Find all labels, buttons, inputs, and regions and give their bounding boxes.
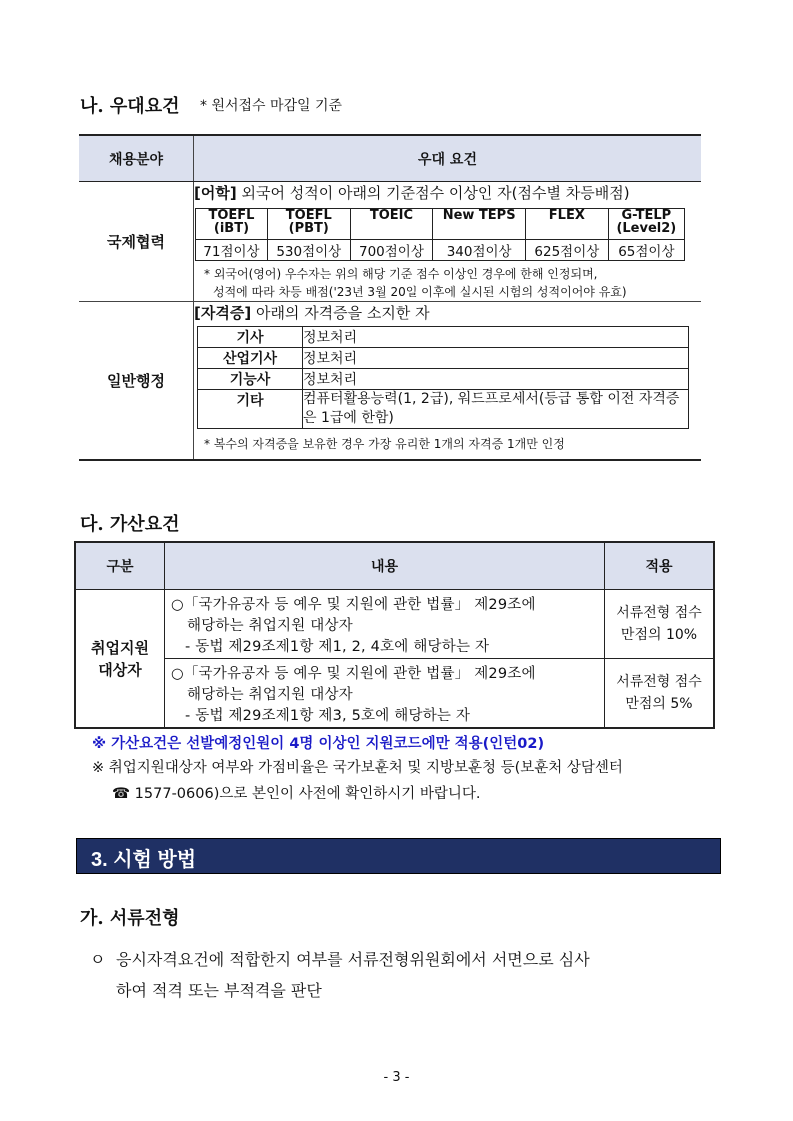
section-bar-exam-method xyxy=(76,838,721,874)
intl-footnote xyxy=(194,265,701,301)
test-name-text: TOEFL (iBT) xyxy=(208,208,255,236)
admin-tag: [자격증] xyxy=(194,304,252,322)
test-name: New TEPS xyxy=(433,209,526,240)
test-name-text: TOEFL (PBT) xyxy=(285,208,332,236)
test-score: 71점이상 xyxy=(196,240,268,261)
header-requirement: 우대 요건 xyxy=(194,135,702,182)
intl-tag: [어학] xyxy=(194,184,237,202)
header-field: 채용분야 xyxy=(79,135,194,182)
cert-kind: 기타 xyxy=(198,390,303,429)
language-score-table xyxy=(195,208,685,261)
header-category: 구분 xyxy=(75,542,165,590)
admin-desc: 아래의 자격증을 소지한 자 xyxy=(251,304,430,322)
extra-apply-line: 서류전형 점수 xyxy=(616,674,702,690)
extra-apply-line: 만점의 5% xyxy=(625,696,693,712)
extra-apply-line: 만점의 10% xyxy=(620,627,698,643)
cert-row xyxy=(198,369,689,390)
extra-content xyxy=(165,590,605,659)
test-name xyxy=(267,209,350,240)
test-score: 700점이상 xyxy=(350,240,433,261)
header-content: 내용 xyxy=(165,542,605,590)
extra-apply-line: 서류전형 점수 xyxy=(616,605,702,621)
cert-row xyxy=(198,390,689,429)
section-note: * 원서접수 마감일 기준 xyxy=(200,98,343,114)
category-intl: 국제협력 xyxy=(79,182,194,302)
intl-requirement-cell xyxy=(194,182,702,302)
cert-kind: 산업기사 xyxy=(198,348,303,369)
body-line1 xyxy=(90,944,720,975)
body-text-line1: 응시자격요건에 적합한지 여부를 서류전형위원회에서 서면으로 심사 xyxy=(116,950,590,969)
admin-footnote: * 복수의 자격증을 보유한 경우 가장 유리한 1개의 자격증 1개만 인정 xyxy=(204,437,565,451)
cert-kind: 기능사 xyxy=(198,369,303,390)
section-title-extra: 다. 가산요건 xyxy=(80,514,180,535)
extra-row xyxy=(75,590,714,659)
admin-requirement-cell xyxy=(194,302,702,461)
cert-row xyxy=(198,348,689,369)
test-name: TOEIC xyxy=(350,209,433,240)
extra-content-line: ○「국가유공자 등 예우 및 지원에 관한 법률」 제29조에 xyxy=(171,597,536,613)
cert-row xyxy=(198,327,689,348)
test-score: 625점이상 xyxy=(526,240,609,261)
cert-value: 정보처리 xyxy=(303,327,689,348)
extra-content-line: - 동법 제29조제1항 제3, 5호에 해당하는 자 xyxy=(185,708,471,724)
preference-table xyxy=(79,134,701,461)
body-text-line2: 하여 적격 또는 부적격을 판단 xyxy=(116,981,322,1000)
extra-content xyxy=(165,659,605,729)
intl-footnote-line2: 성적에 따라 차등 배점('23년 3월 20일 이후에 실시된 시험의 성적이어야 유효) xyxy=(213,285,627,299)
cert-value: 정보처리 xyxy=(303,369,689,390)
test-name xyxy=(196,209,268,240)
header-apply: 적용 xyxy=(605,542,715,590)
intl-footnote-line1: * 외국어(영어) 우수자는 위의 해당 기준 점수 이상인 경우에 한해 인정되며, xyxy=(204,267,598,281)
bullet-icon: ㅇ xyxy=(90,950,106,969)
extra-note-highlight: ※ 가산요건은 선발예정인원이 4명 이상인 지원코드에만 적용(인턴02) xyxy=(92,736,545,752)
page-number: - 3 - xyxy=(383,1070,410,1085)
section-title-exam-method: 3. 시험 방법 xyxy=(91,849,197,871)
test-score: 530점이상 xyxy=(267,240,350,261)
extra-points-table xyxy=(74,541,715,729)
subsection-title-document-screening: 가. 서류전형 xyxy=(80,908,180,929)
extra-note-line2: ☎ 1577-0606)으로 본인이 사전에 확인하시기 바랍니다. xyxy=(112,786,481,802)
cert-kind: 기사 xyxy=(198,327,303,348)
section-title-preference: 나. 우대요건 xyxy=(80,96,180,117)
extra-category-line2: 대상자 xyxy=(98,660,142,679)
extra-note-contact xyxy=(92,755,722,807)
extra-apply xyxy=(605,590,715,659)
extra-content-line: ○「국가유공자 등 예우 및 지원에 관한 법률」 제29조에 xyxy=(171,666,536,682)
category-admin: 일반행정 xyxy=(79,302,194,461)
test-score: 65점이상 xyxy=(608,240,684,261)
cert-value: 정보처리 xyxy=(303,348,689,369)
extra-category-line1: 취업지원 xyxy=(91,638,149,657)
cert-value: 컴퓨터활용능력(1, 2급), 워드프로세서(등급 통합 이전 자격증은 1급에 한함) xyxy=(303,390,689,429)
intl-heading xyxy=(194,182,701,203)
test-score: 340점이상 xyxy=(433,240,526,261)
extra-note-line1: ※ 취업지원대상자 여부와 가점비율은 국가보훈처 및 지방보훈청 등(보훈처 상담센터 xyxy=(92,760,623,776)
intl-desc: 외국어 성적이 아래의 기준점수 이상인 자(점수별 차등배점) xyxy=(236,184,630,202)
test-name xyxy=(608,209,684,240)
extra-content-line: - 동법 제29조제1항 제1, 2, 4호에 해당하는 자 xyxy=(185,639,490,655)
test-name: FLEX xyxy=(526,209,609,240)
extra-row xyxy=(75,659,714,729)
certificate-table xyxy=(197,326,689,429)
document-screening-body xyxy=(90,944,720,1006)
extra-apply xyxy=(605,659,715,729)
extra-content-line: 해당하는 취업지원 대상자 xyxy=(187,618,353,634)
extra-content-line: 해당하는 취업지원 대상자 xyxy=(187,687,353,703)
admin-heading xyxy=(194,302,701,323)
extra-category xyxy=(75,590,165,729)
test-name-text: G-TELP (Level2) xyxy=(616,208,677,236)
